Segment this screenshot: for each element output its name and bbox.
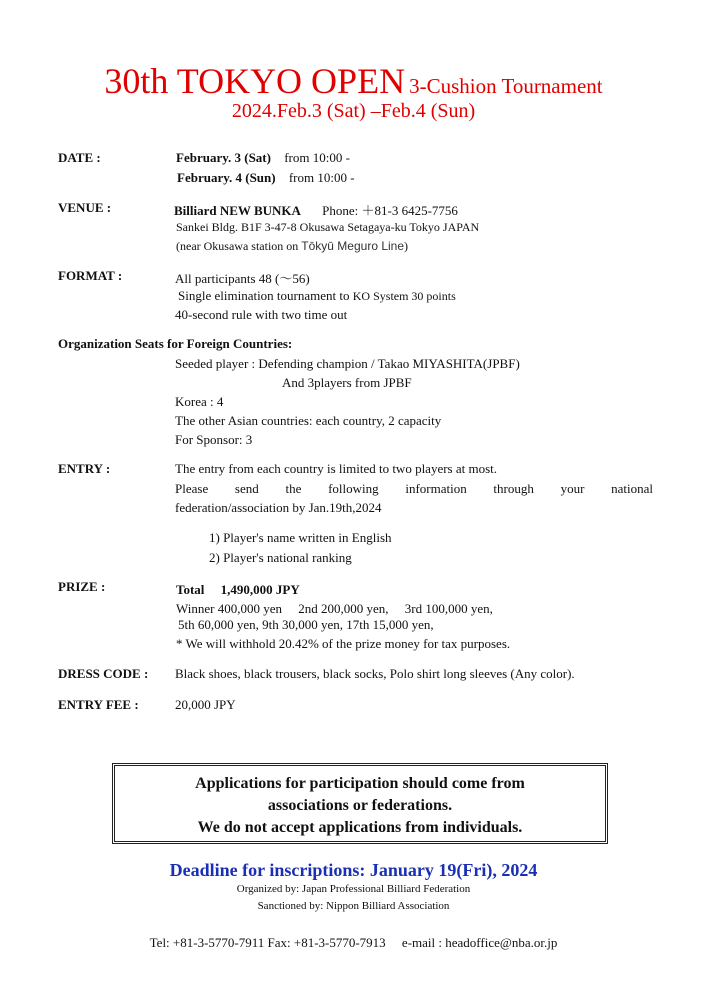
venue-name: Billiard NEW BUNKA <box>174 203 301 218</box>
format-line2-b: KO System 30 points <box>352 289 456 303</box>
prize-total: Total 1,490,000 JPY <box>176 582 300 597</box>
event-dates: 2024.Feb.3 (Sat) –Feb.4 (Sun) <box>231 100 476 122</box>
seats-line5: For Sponsor: 3 <box>175 432 253 447</box>
date-day2-time: from 10:00 - <box>288 170 355 185</box>
prize-line2: 5th 60,000 yen, 9th 30,000 yen, 17th 15,000 yen, <box>178 617 434 632</box>
venue-label: VENUE : <box>58 200 112 215</box>
format-line3: 40-second rule with two time out <box>175 307 348 322</box>
date-day1-time: from 10:00 - <box>284 150 350 165</box>
contact-info: Tel: +81-3-5770-7911 Fax: +81-3-5770-7913 e-mail : headoffice@nba.or.jp <box>149 935 558 950</box>
prize-line1: Winner 400,000 yen 2nd 200,000 yen, 3rd 100,000 yen, <box>176 601 493 616</box>
fee-label: ENTRY FEE : <box>58 697 139 712</box>
date-day2: February. 4 (Sun) <box>177 170 276 185</box>
notice-line1: Applications for participation should come from <box>195 775 525 792</box>
entry-item1: 1) Player's name written in English <box>209 530 392 545</box>
seats-label: Organization Seats for Foreign Countries: <box>58 336 293 351</box>
venue-phone: Phone: ＋81-3 6425-7756 <box>322 203 458 218</box>
dress-value: Black shoes, black trousers, black socks, Polo shirt long sleeves (Any color). <box>175 666 575 681</box>
dress-label: DRESS CODE : <box>58 666 149 681</box>
organized-by: Organized by: Japan Professional Billiard Federation <box>236 883 471 895</box>
format-line1: All participants 48 (～56) <box>175 271 310 286</box>
venue-near-line: Tōkyū Meguro Line <box>301 239 405 253</box>
format-line2-a: Single elimination tournament to <box>178 288 353 303</box>
venue-near-prefix: (near Okusawa station on <box>176 239 302 253</box>
venue-near-suffix: ) <box>404 239 409 253</box>
prize-line3: * We will withhold 20.42% of the prize money for tax purposes. <box>176 636 511 651</box>
prize-label: PRIZE : <box>58 579 106 594</box>
venue-address: Sankei Bldg. B1F 3-47-8 Okusawa Setagaya-ku Tokyo JAPAN <box>176 220 480 234</box>
page-title <box>0 60 707 102</box>
venue-name-row <box>174 200 458 219</box>
sanctioned-by: Sanctioned by: Nippon Billiard Association <box>257 900 450 912</box>
entry-line3: federation/association by Jan.19th,2024 <box>175 500 382 515</box>
title-sub: 3-Cushion Tournament <box>409 74 603 98</box>
application-notice-box <box>112 763 608 844</box>
date-day2-row <box>177 170 355 186</box>
deadline: Deadline for inscriptions: January 19(Fri), 2024 <box>169 860 538 880</box>
format-line2 <box>178 288 456 304</box>
format-label: FORMAT : <box>58 268 123 283</box>
date-label: DATE : <box>58 150 101 165</box>
notice-line2: associations or federations. <box>267 797 453 814</box>
seats-line3: Korea : 4 <box>175 394 224 409</box>
notice-line3: We do not accept applications from individuals. <box>197 819 523 836</box>
date-day1: February. 3 (Sat) <box>176 150 271 165</box>
title-main: 30th TOKYO OPEN <box>104 61 406 101</box>
entry-line2: Please send the following information through your national <box>175 481 653 496</box>
entry-label: ENTRY : <box>58 461 111 476</box>
entry-line1: The entry from each country is limited to two players at most. <box>175 461 498 476</box>
fee-value: 20,000 JPY <box>175 697 236 712</box>
date-day1-row <box>176 150 350 166</box>
seats-line4: The other Asian countries: each country, 2 capacity <box>175 413 442 428</box>
venue-near <box>176 239 408 254</box>
seats-line2: And 3players from JPBF <box>282 375 412 390</box>
entry-item2: 2) Player's national ranking <box>209 550 352 565</box>
seats-line1: Seeded player : Defending champion / Takao MIYASHITA(JPBF) <box>175 356 520 371</box>
